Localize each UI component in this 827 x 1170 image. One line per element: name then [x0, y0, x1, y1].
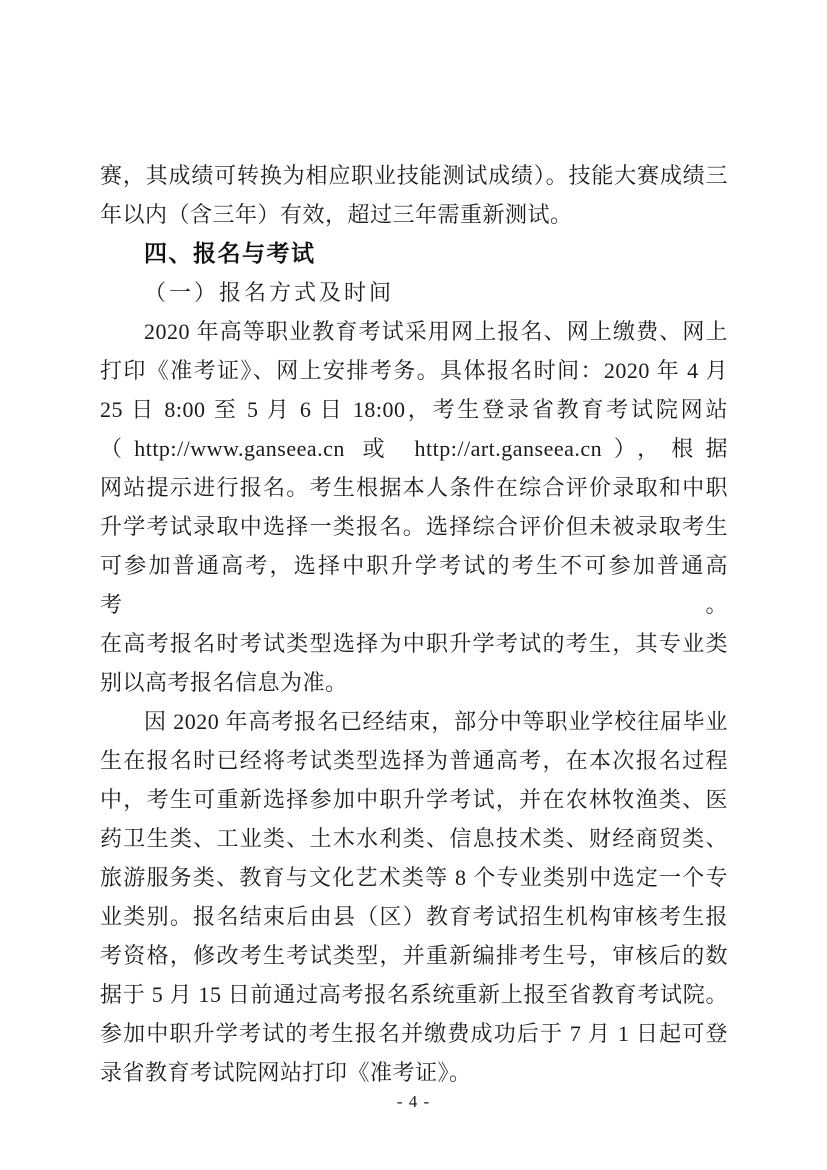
- text-line: 药卫生类、工业类、土木水利类、信息技术类、财经商贸类、: [100, 826, 728, 851]
- paragraph-continuation: [100, 156, 728, 234]
- text-line: 赛，其成绩可转换为相应职业技能测试成绩）。技能大赛成绩三: [100, 163, 728, 188]
- page-number: - 4 -: [396, 1092, 431, 1111]
- text-line: 录省教育考试院网站打印《准考证》。: [100, 1060, 472, 1085]
- text-line: 年以内（含三年）有效，超过三年需重新测试。: [100, 202, 573, 227]
- section-heading: [100, 234, 728, 273]
- document-content: [100, 156, 728, 1092]
- text-line: 生在报名时已经将考试类型选择为普通高考，在本次报名过程: [100, 748, 728, 773]
- text-line: 升学考试录取中选择一类报名。选择综合评价但未被录取考生: [100, 514, 728, 539]
- subsection-heading: [100, 273, 728, 312]
- page-footer: [0, 1092, 827, 1112]
- text-line: 25 日 8:00 至 5 月 6 日 18:00，考生登录省教育考试院网站: [100, 397, 728, 422]
- text-line: 据于 5 月 15 日前通过高考报名系统重新上报至省教育考试院。: [100, 982, 728, 1007]
- text-line: 旅游服务类、教育与文化艺术类等 8 个专业类别中选定一个专: [100, 865, 728, 890]
- paragraph-reselection: [100, 702, 728, 1092]
- text-line: 在高考报名时考试类型选择为中职升学考试的考生，其专业类: [100, 631, 728, 656]
- text-line: 可参加普通高考，选择中职升学考试的考生不可参加普通高考。: [100, 553, 728, 617]
- paragraph-registration-method: [100, 312, 728, 702]
- text-line: 2020 年高等职业教育考试采用网上报名、网上缴费、网上: [144, 319, 728, 344]
- text-line: （http://www.ganseea.cn 或 http://art.ganseea.cn），根据: [100, 436, 728, 461]
- text-line: 参加中职升学考试的考生报名并缴费成功后于 7 月 1 日起可登: [100, 1021, 728, 1046]
- text-line: 考资格，修改考生考试类型，并重新编排考生号，审核后的数: [100, 943, 728, 968]
- text-line: 打印《准考证》、网上安排考务。具体报名时间：2020 年 4 月: [100, 358, 728, 383]
- text-line: 业类别。报名结束后由县（区）教育考试招生机构审核考生报: [100, 904, 728, 929]
- text-line: 四、报名与考试: [144, 240, 316, 266]
- text-line: 别以高考报名信息为准。: [100, 670, 348, 695]
- text-line: （一）报名方式及时间: [144, 280, 395, 305]
- text-line: 中，考生可重新选择参加中职升学考试，并在农林牧渔类、医: [100, 787, 728, 812]
- text-line: 网站提示进行报名。考生根据本人条件在综合评价录取和中职: [100, 475, 728, 500]
- text-line: 因 2020 年高考报名已经结束，部分中等职业学校往届毕业: [144, 709, 728, 734]
